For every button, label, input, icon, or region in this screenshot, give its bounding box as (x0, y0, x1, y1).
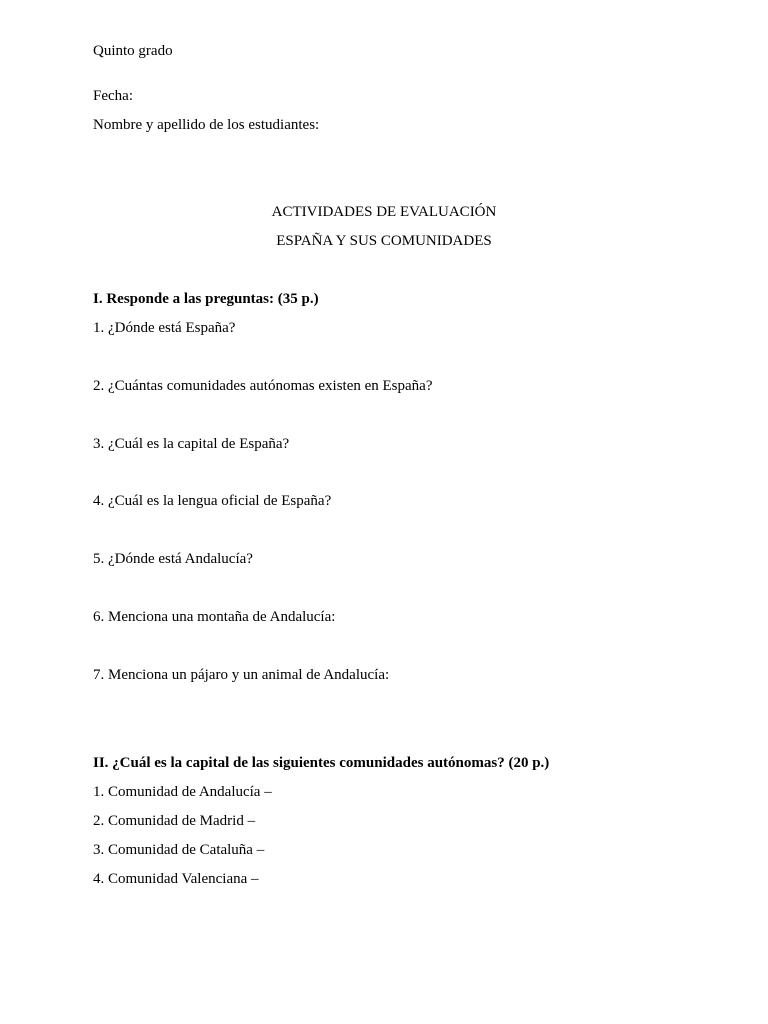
date-label: Fecha: (93, 88, 133, 104)
capital-item-2: 2. Comunidad de Madrid – (93, 813, 256, 829)
students-name-label: Nombre y apellido de los estudiantes: (93, 117, 320, 133)
question-1: 1. ¿Dónde está España? (93, 320, 236, 336)
capital-item-4: 4. Comunidad Valenciana – (93, 871, 259, 887)
section-2-heading: II. ¿Cuál es la capital de las siguientes comunidades autónomas? (20 p.) (93, 755, 550, 771)
question-2: 2. ¿Cuántas comunidades autónomas existen en España? (93, 378, 433, 394)
question-6: 6. Menciona una montaña de Andalucía: (93, 609, 336, 625)
capital-item-3: 3. Comunidad de Cataluña – (93, 842, 265, 858)
section-1-heading: I. Responde a las preguntas: (35 p.) (93, 291, 319, 307)
question-7: 7. Menciona un pájaro y un animal de Andalucía: (93, 667, 390, 683)
capital-item-1: 1. Comunidad de Andalucía – (93, 784, 272, 800)
document-title: ACTIVIDADES DE EVALUACIÓN (271, 204, 497, 220)
document-subtitle: ESPAÑA Y SUS COMUNIDADES (276, 233, 492, 249)
question-4: 4. ¿Cuál es la lengua oficial de España? (93, 493, 332, 509)
grade-label: Quinto grado (93, 43, 173, 59)
question-3: 3. ¿Cuál es la capital de España? (93, 436, 290, 452)
question-5: 5. ¿Dónde está Andalucía? (93, 551, 253, 567)
